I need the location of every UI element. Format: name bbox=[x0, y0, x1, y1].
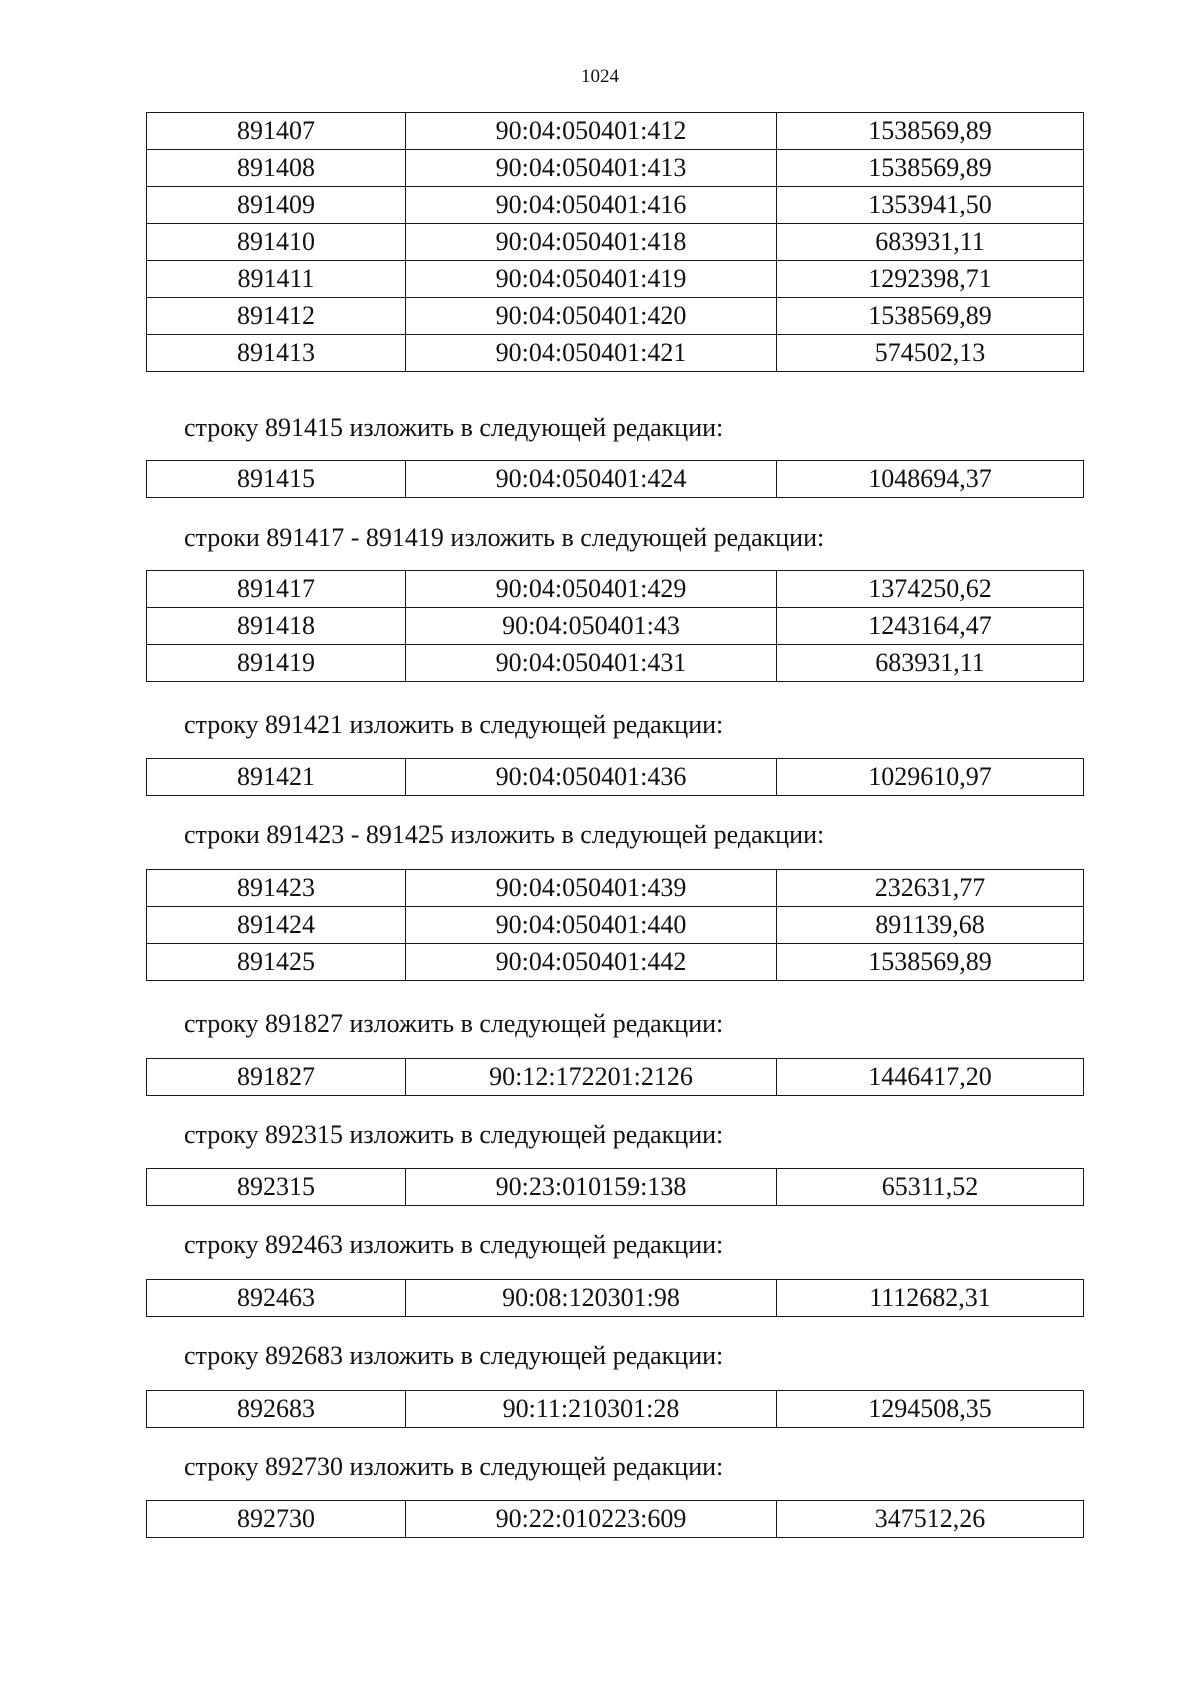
table-row bbox=[147, 608, 1084, 645]
row-number-cell: 891419 bbox=[147, 645, 406, 682]
registry-table bbox=[146, 112, 1084, 372]
amendment-table bbox=[146, 1279, 1084, 1317]
cadastral-number-cell: 90:04:050401:419 bbox=[406, 261, 777, 298]
value-cell: 65311,52 bbox=[777, 1169, 1084, 1206]
amendment-instruction: строку 892463 изложить в следующей редакции: bbox=[184, 1230, 724, 1259]
table-row bbox=[147, 150, 1084, 187]
cadastral-number-cell: 90:04:050401:421 bbox=[406, 335, 777, 372]
cadastral-number-cell: 90:11:210301:28 bbox=[406, 1391, 777, 1428]
cadastral-number-cell: 90:04:050401:43 bbox=[406, 608, 777, 645]
value-cell: 232631,77 bbox=[777, 870, 1084, 907]
cadastral-number-cell: 90:04:050401:413 bbox=[406, 150, 777, 187]
amendment-instruction: строку 892315 изложить в следующей редакции: bbox=[184, 1120, 724, 1149]
amendment-table bbox=[146, 1058, 1084, 1096]
amendment-table bbox=[146, 1168, 1084, 1206]
table-row bbox=[147, 1169, 1084, 1206]
row-number-cell: 891410 bbox=[147, 224, 406, 261]
value-cell: 1538569,89 bbox=[777, 298, 1084, 335]
value-cell: 683931,11 bbox=[777, 645, 1084, 682]
table-row bbox=[147, 645, 1084, 682]
table-row bbox=[147, 759, 1084, 796]
table-row bbox=[147, 261, 1084, 298]
amendment-instruction: строки 891417 - 891419 изложить в следующей редакции: bbox=[184, 523, 825, 552]
cadastral-number-cell: 90:04:050401:436 bbox=[406, 759, 777, 796]
amendment-table bbox=[146, 460, 1084, 498]
row-number-cell: 892730 bbox=[147, 1501, 406, 1538]
cadastral-number-cell: 90:04:050401:442 bbox=[406, 944, 777, 981]
row-number-cell: 891407 bbox=[147, 113, 406, 150]
amendment-table bbox=[146, 758, 1084, 796]
row-number-cell: 892315 bbox=[147, 1169, 406, 1206]
cadastral-number-cell: 90:04:050401:418 bbox=[406, 224, 777, 261]
cadastral-number-cell: 90:04:050401:429 bbox=[406, 571, 777, 608]
table-row bbox=[147, 1059, 1084, 1096]
value-cell: 1374250,62 bbox=[777, 571, 1084, 608]
amendment-instruction: строку 891827 изложить в следующей редакции: bbox=[184, 1009, 724, 1038]
value-cell: 1292398,71 bbox=[777, 261, 1084, 298]
value-cell: 1112682,31 bbox=[777, 1280, 1084, 1317]
amendment-instruction: строки 891423 - 891425 изложить в следующей редакции: bbox=[184, 820, 825, 849]
table-row bbox=[147, 870, 1084, 907]
row-number-cell: 891423 bbox=[147, 870, 406, 907]
row-number-cell: 891421 bbox=[147, 759, 406, 796]
table-row bbox=[147, 335, 1084, 372]
table-row bbox=[147, 113, 1084, 150]
cadastral-number-cell: 90:04:050401:416 bbox=[406, 187, 777, 224]
table-row bbox=[147, 571, 1084, 608]
row-number-cell: 891827 bbox=[147, 1059, 406, 1096]
row-number-cell: 891412 bbox=[147, 298, 406, 335]
amendment-table bbox=[146, 570, 1084, 682]
table-row bbox=[147, 224, 1084, 261]
page-number: 1024 bbox=[581, 66, 619, 87]
table-row bbox=[147, 187, 1084, 224]
row-number-cell: 891424 bbox=[147, 907, 406, 944]
value-cell: 891139,68 bbox=[777, 907, 1084, 944]
row-number-cell: 892463 bbox=[147, 1280, 406, 1317]
row-number-cell: 891411 bbox=[147, 261, 406, 298]
table-row bbox=[147, 461, 1084, 498]
cadastral-number-cell: 90:23:010159:138 bbox=[406, 1169, 777, 1206]
amendment-instruction: строку 892730 изложить в следующей редакции: bbox=[184, 1452, 724, 1481]
value-cell: 574502,13 bbox=[777, 335, 1084, 372]
cadastral-number-cell: 90:04:050401:439 bbox=[406, 870, 777, 907]
value-cell: 1538569,89 bbox=[777, 150, 1084, 187]
amendment-instruction: строку 891415 изложить в следующей редакции: bbox=[184, 413, 724, 442]
table-row bbox=[147, 1280, 1084, 1317]
value-cell: 1353941,50 bbox=[777, 187, 1084, 224]
value-cell: 1029610,97 bbox=[777, 759, 1084, 796]
row-number-cell: 891413 bbox=[147, 335, 406, 372]
cadastral-number-cell: 90:04:050401:424 bbox=[406, 461, 777, 498]
table-row bbox=[147, 944, 1084, 981]
value-cell: 1538569,89 bbox=[777, 113, 1084, 150]
cadastral-number-cell: 90:22:010223:609 bbox=[406, 1501, 777, 1538]
cadastral-number-cell: 90:08:120301:98 bbox=[406, 1280, 777, 1317]
value-cell: 347512,26 bbox=[777, 1501, 1084, 1538]
value-cell: 683931,11 bbox=[777, 224, 1084, 261]
value-cell: 1538569,89 bbox=[777, 944, 1084, 981]
table-row bbox=[147, 907, 1084, 944]
value-cell: 1243164,47 bbox=[777, 608, 1084, 645]
amendment-instruction: строку 892683 изложить в следующей редакции: bbox=[184, 1341, 724, 1370]
row-number-cell: 891408 bbox=[147, 150, 406, 187]
row-number-cell: 891417 bbox=[147, 571, 406, 608]
cadastral-number-cell: 90:04:050401:431 bbox=[406, 645, 777, 682]
row-number-cell: 891425 bbox=[147, 944, 406, 981]
table-row bbox=[147, 1391, 1084, 1428]
amendment-table bbox=[146, 869, 1084, 981]
row-number-cell: 891418 bbox=[147, 608, 406, 645]
row-number-cell: 891415 bbox=[147, 461, 406, 498]
amendment-instruction: строку 891421 изложить в следующей редакции: bbox=[184, 710, 724, 739]
value-cell: 1048694,37 bbox=[777, 461, 1084, 498]
row-number-cell: 892683 bbox=[147, 1391, 406, 1428]
amendment-table bbox=[146, 1390, 1084, 1428]
cadastral-number-cell: 90:04:050401:420 bbox=[406, 298, 777, 335]
cadastral-number-cell: 90:04:050401:440 bbox=[406, 907, 777, 944]
cadastral-number-cell: 90:12:172201:2126 bbox=[406, 1059, 777, 1096]
table-row bbox=[147, 1501, 1084, 1538]
value-cell: 1446417,20 bbox=[777, 1059, 1084, 1096]
value-cell: 1294508,35 bbox=[777, 1391, 1084, 1428]
amendment-table bbox=[146, 1500, 1084, 1538]
table-row bbox=[147, 298, 1084, 335]
row-number-cell: 891409 bbox=[147, 187, 406, 224]
cadastral-number-cell: 90:04:050401:412 bbox=[406, 113, 777, 150]
